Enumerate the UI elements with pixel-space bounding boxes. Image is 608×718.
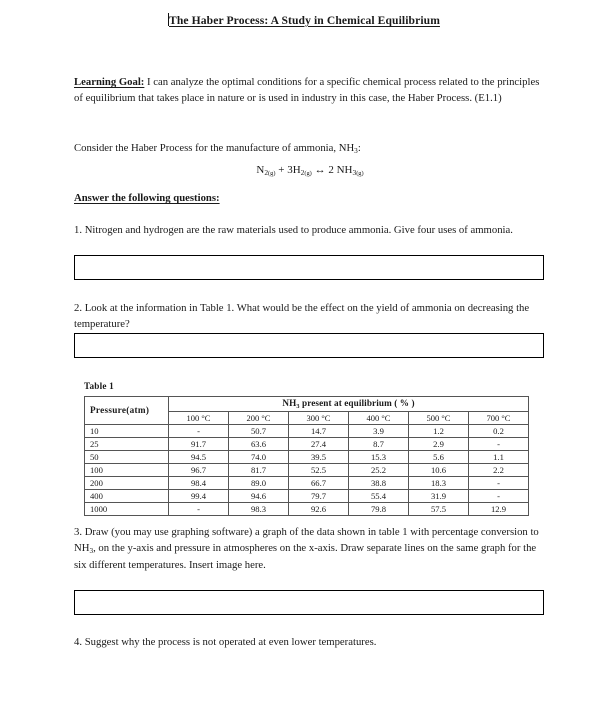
intro-text-before: Consider the Haber Process for the manufacture of ammonia, NH: [74, 142, 355, 154]
table-caption: Table 1: [84, 381, 114, 391]
equation-nh3-state: (g): [356, 169, 364, 177]
table-header-row-1: [85, 397, 529, 412]
cell-value: 99.4: [169, 489, 229, 502]
question-2: [74, 300, 546, 333]
learning-goal-paragraph: [74, 74, 546, 107]
question-4: [74, 634, 546, 650]
cell-value: -: [469, 476, 529, 489]
cell-value: 25.2: [349, 463, 409, 476]
cell-value: -: [169, 424, 229, 437]
page-title: [0, 13, 608, 27]
cell-value: 5.6: [409, 450, 469, 463]
cell-value: 98.4: [169, 476, 229, 489]
question-4-number: 4.: [74, 636, 83, 648]
header-temp-200c: 200 °C: [229, 412, 289, 425]
header-temp-400c: 400 °C: [349, 412, 409, 425]
chemical-equation: [74, 164, 546, 177]
cell-value: 8.7: [349, 437, 409, 450]
header-nh3-after: present at equilibrium ( % ): [299, 398, 415, 409]
equation-n2-subscript: 2: [264, 168, 269, 178]
header-nh3-before: NH: [282, 398, 297, 409]
answer-questions-heading: [74, 190, 546, 206]
cell-value: 15.3: [349, 450, 409, 463]
cell-value: 2.9: [409, 437, 469, 450]
cell-value: 66.7: [289, 476, 349, 489]
cell-pressure: 25: [85, 437, 169, 450]
cell-pressure: 400: [85, 489, 169, 502]
cell-value: 57.5: [409, 502, 469, 515]
cell-value: 12.9: [469, 502, 529, 515]
cell-pressure: 1000: [85, 502, 169, 515]
cell-value: 55.4: [349, 489, 409, 502]
cell-value: 38.8: [349, 476, 409, 489]
answer-box-2[interactable]: [74, 333, 544, 358]
header-temp-700c: 700 °C: [469, 412, 529, 425]
cell-value: 81.7: [229, 463, 289, 476]
equation-nh3-subscript: 3: [352, 168, 357, 178]
cell-value: 2.2: [469, 463, 529, 476]
table-head: [85, 397, 529, 425]
equation-n2: N: [256, 164, 265, 176]
header-temp-500c: 500 °C: [409, 412, 469, 425]
cell-value: 18.3: [409, 476, 469, 489]
table-row: [85, 489, 529, 502]
question-2-number: 2.: [74, 302, 83, 314]
question-2-text: Look at the information in Table 1. What would be the effect on the yield of ammonia on decreasing the temperature?: [74, 302, 530, 331]
cell-pressure: 10: [85, 424, 169, 437]
cell-value: 31.9: [409, 489, 469, 502]
page-title-text: The Haber Process: A Study in Chemical Equilibrium: [169, 14, 440, 27]
cell-value: -: [469, 489, 529, 502]
equation-h2-state: (g): [304, 169, 312, 177]
answer-box-3[interactable]: [74, 590, 544, 615]
header-pressure: Pressure(atm): [85, 397, 169, 425]
cell-value: 50.7: [229, 424, 289, 437]
learning-goal-text: I can analyze the optimal conditions for a specific chemical process related to the principles of equilibrium that takes place in nature or is used in industry in this case, the Haber Process. (E1.1): [74, 76, 540, 105]
answer-questions-heading-text: Answer the following questions:: [74, 192, 220, 204]
cell-value: 1.2: [409, 424, 469, 437]
header-nh3-equilibrium: [169, 397, 529, 412]
learning-goal-label: Learning Goal:: [74, 76, 145, 88]
equation-h2-subscript: 2: [300, 168, 305, 178]
equation-n2-state: (g): [268, 169, 276, 177]
cell-value: 14.7: [289, 424, 349, 437]
table-row: [85, 450, 529, 463]
intro-paragraph: [74, 140, 546, 157]
cell-value: 27.4: [289, 437, 349, 450]
cell-value: 39.5: [289, 450, 349, 463]
question-3-text-part-a: Draw (you may use graphing software) a graph of the data shown in table 1 with percentage conversion to NH: [74, 526, 539, 555]
header-nh3-subscript: 3: [296, 402, 300, 410]
cell-pressure: 200: [85, 476, 169, 489]
question-3-number: 3.: [74, 526, 83, 538]
cell-value: 79.7: [289, 489, 349, 502]
table-row: [85, 476, 529, 489]
question-3: [74, 524, 546, 574]
cell-value: 3.9: [349, 424, 409, 437]
equilibrium-data-table: [84, 396, 529, 516]
cell-value: 94.6: [229, 489, 289, 502]
cell-value: 10.6: [409, 463, 469, 476]
question-4-text: Suggest why the process is not operated at even lower temperatures.: [82, 636, 377, 648]
cell-value: 98.3: [229, 502, 289, 515]
cell-value: 52.5: [289, 463, 349, 476]
table-row: [85, 424, 529, 437]
cell-value: 91.7: [169, 437, 229, 450]
cell-value: 94.5: [169, 450, 229, 463]
cell-value: 1.1: [469, 450, 529, 463]
question-1: [74, 222, 546, 238]
intro-subscript: 3: [354, 147, 358, 156]
cell-value: 92.6: [289, 502, 349, 515]
cell-value: -: [169, 502, 229, 515]
table-row: [85, 437, 529, 450]
answer-box-1[interactable]: [74, 255, 544, 280]
intro-text-after: :: [357, 142, 361, 154]
question-1-text: Nitrogen and hydrogen are the raw materials used to produce ammonia. Give four uses of ammonia.: [82, 224, 513, 236]
header-temp-300c: 300 °C: [289, 412, 349, 425]
question-3-subscript: 3: [89, 547, 94, 556]
cell-value: 74.0: [229, 450, 289, 463]
question-1-number: 1.: [74, 224, 83, 236]
question-3-text-part-b: , on the y-axis and pressure in atmospheres on the x-axis. Draw separate lines on the same graph for the six different temperatures. Insert image here.: [74, 542, 537, 572]
cell-value: 0.2: [469, 424, 529, 437]
cell-value: -: [469, 437, 529, 450]
cell-value: 89.0: [229, 476, 289, 489]
equation-plus: + 3H: [275, 164, 301, 176]
cell-pressure: 50: [85, 450, 169, 463]
table-row: [85, 502, 529, 515]
cell-value: 79.8: [349, 502, 409, 515]
cell-value: 63.6: [229, 437, 289, 450]
cell-value: 96.7: [169, 463, 229, 476]
table-body: [85, 424, 529, 515]
table-row: [85, 463, 529, 476]
header-temp-100c: 100 °C: [169, 412, 229, 425]
equation-arrow: ↔ 2 NH: [311, 164, 353, 176]
cell-pressure: 100: [85, 463, 169, 476]
